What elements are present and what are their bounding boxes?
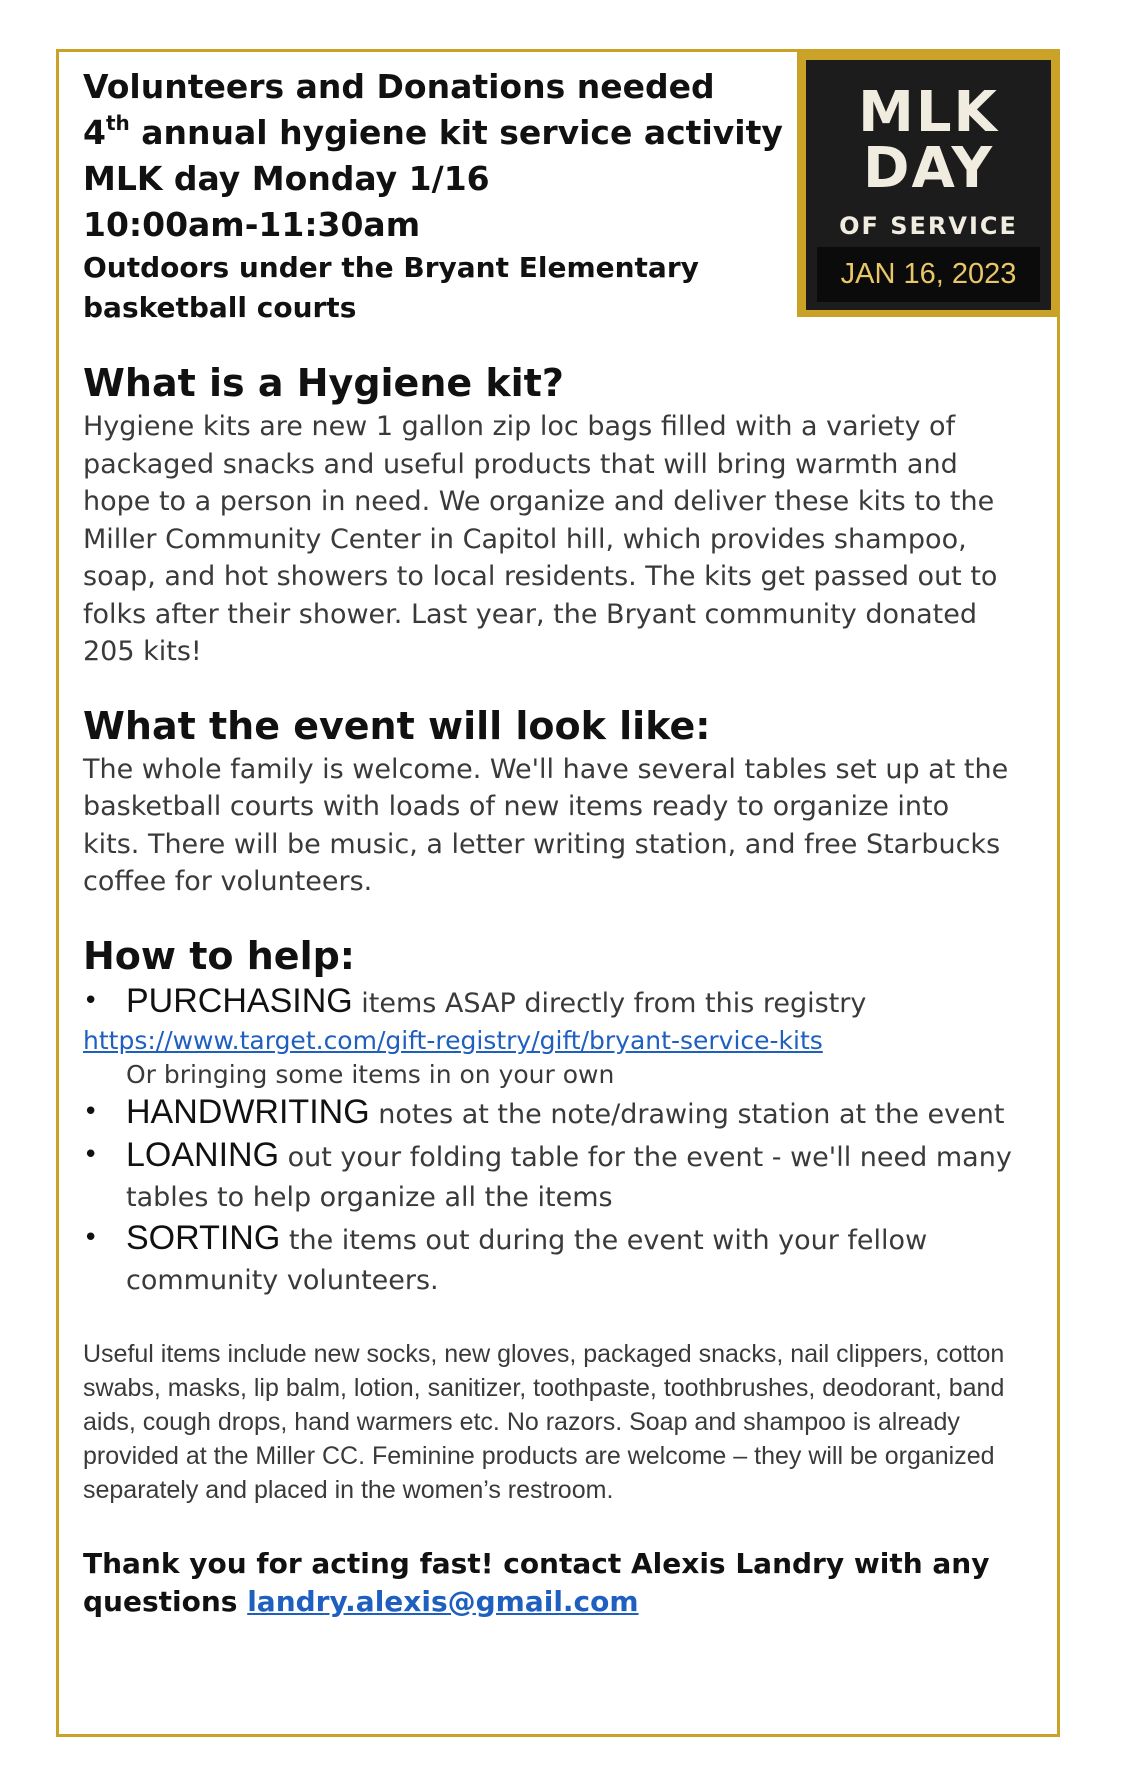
flyer-border xyxy=(56,49,1060,1737)
mlk-badge-subtitle: OF SERVICE xyxy=(839,212,1018,240)
header-line-date: MLK day Monday 1/16 xyxy=(83,159,490,198)
bullet-icon: • xyxy=(83,1222,99,1253)
useful-items-note: Useful items include new socks, new gloves, packaged snacks, nail clippers, cotton swabs, masks, lip balm, lotion, sanitizer, toothpaste, toothbrushes, deodorant, band aids, cough drops, hand warmers etc. No razors. Soap and shampoo is already provided at the Miller CC. Feminine products are welcome – they will be organized separately and placed in the women’s restroom. xyxy=(83,1339,1005,1504)
section-heading-what-is-kit: What is a Hygiene kit? xyxy=(83,361,564,405)
header-line-time: 10:00am-11:30am xyxy=(83,205,421,244)
help-text: notes at the note/drawing station at the event xyxy=(369,1098,1005,1130)
header-line-annual xyxy=(83,110,783,156)
help-keyword: LOANING xyxy=(126,1135,280,1174)
help-keyword: HANDWRITING xyxy=(126,1092,370,1131)
help-text: items ASAP directly from this registry xyxy=(352,987,867,1019)
section-what-is-kit xyxy=(83,360,1013,671)
section-how-to-help xyxy=(83,933,1013,1301)
event-header xyxy=(83,64,783,328)
help-list xyxy=(83,981,1013,1301)
header-line-volunteers: Volunteers and Donations needed xyxy=(83,67,715,106)
flyer-content xyxy=(83,360,1013,1649)
help-text: out your folding table for the event - we'll need many tables to help organize all the items xyxy=(126,1141,1012,1213)
registry-alternative: Or bringing some items in on your own xyxy=(126,1059,615,1089)
header-annual-suffix: th xyxy=(105,111,130,135)
section-heading-how-to-help: How to help: xyxy=(83,933,355,978)
mlk-badge-date: JAN 16, 2023 xyxy=(817,247,1040,302)
help-text: the items out during the event with your fellow community volunteers. xyxy=(126,1224,928,1296)
mlk-badge-line-mlk: MLK xyxy=(858,80,999,145)
help-item-purchasing xyxy=(83,981,1013,1092)
header-annual-rest: annual hygiene kit service activity xyxy=(129,113,783,152)
closing-contact xyxy=(83,1545,1013,1621)
contact-email-link[interactable]: landry.alexis@gmail.com xyxy=(247,1584,639,1618)
help-item-handwriting xyxy=(83,1092,1013,1135)
header-line-location-2: basketball courts xyxy=(83,291,357,324)
closing-text: Thank you for acting fast! contact Alexis Landry with any questions xyxy=(83,1546,990,1618)
header-annual-number: 4 xyxy=(83,113,106,152)
help-keyword: SORTING xyxy=(126,1218,281,1257)
help-keyword: PURCHASING xyxy=(126,981,353,1020)
header-line-location-1: Outdoors under the Bryant Elementary xyxy=(83,251,699,284)
help-item-sorting xyxy=(83,1218,1013,1301)
mlk-day-badge xyxy=(797,52,1059,317)
mlk-badge-inner xyxy=(806,60,1051,310)
bullet-icon: • xyxy=(83,1096,99,1127)
section-event-look xyxy=(83,703,1013,901)
bullet-icon: • xyxy=(83,1139,99,1170)
help-item-loaning xyxy=(83,1135,1013,1218)
section-body-what-is-kit: Hygiene kits are new 1 gallon zip loc bags filled with a variety of packaged snacks and useful products that will bring warmth and hope to a person in need. We organize and deliver these kits to the Miller Community Center in Capitol hill, which provides shampoo, soap, and hot showers to local residents. The kits get passed out to folks after their shower. Last year, the Bryant community donated 205 kits! xyxy=(83,411,998,667)
registry-link[interactable]: https://www.target.com/gift-registry/gift/bryant-service-kits xyxy=(83,1025,823,1055)
section-body-event-look: The whole family is welcome. We'll have several tables set up at the basketball courts with loads of new items ready to organize into kits. There will be music, a letter writing station, and free Starbucks coffee for volunteers. xyxy=(83,753,1009,897)
mlk-badge-line-day: DAY xyxy=(862,136,994,201)
section-heading-event-look: What the event will look like: xyxy=(83,703,711,748)
bullet-icon: • xyxy=(83,985,99,1016)
